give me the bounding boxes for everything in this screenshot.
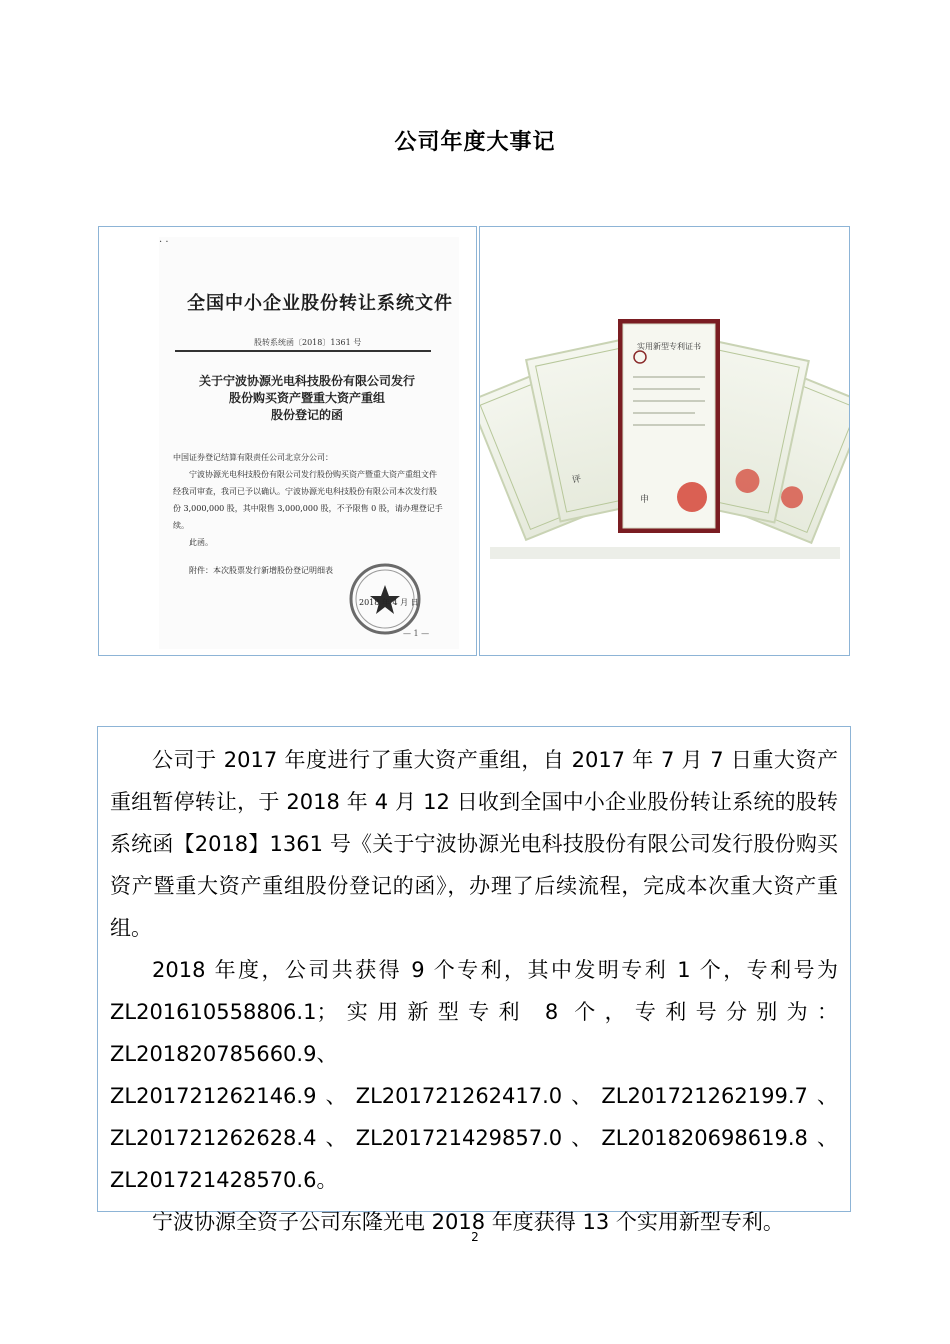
- paragraph-patents: 2018 年度，公司共获得 9 个专利，其中发明专利 1 个，专利号为 ZL201610558806.1；实用新型专利 8 个，专利号分别为：ZL201820785660.9、: [110, 958, 838, 1066]
- patent-number: ZL201721262417.0: [355, 1084, 563, 1108]
- certificate-seal: [677, 482, 707, 512]
- letter-attachment: 附件：本次股票发行新增股份登记明细表: [189, 566, 333, 575]
- certificate-front-title: 实用新型专利证书: [637, 342, 701, 351]
- certificate-front: [618, 319, 720, 533]
- patent-number: ZL201721262146.9: [110, 1084, 317, 1108]
- letter-date: 2018 年 4 月 日: [359, 598, 419, 607]
- separator: 、: [571, 1126, 593, 1150]
- separator: 、: [325, 1084, 347, 1108]
- letter-page-marker: — 1 —: [403, 629, 430, 638]
- letter-addressee: 中国证券登记结算有限责任公司北京分公司：: [173, 453, 333, 462]
- events-text-box: [97, 726, 851, 1234]
- official-letter-image: [98, 226, 477, 656]
- patent-row: [110, 1117, 838, 1159]
- patent-number-list: [110, 1075, 838, 1201]
- patent-number: ZL201721429857.0: [355, 1126, 563, 1150]
- letter-subject: [187, 373, 427, 424]
- letter-body: [173, 449, 443, 551]
- patent-certificates-image: [479, 226, 850, 656]
- letter-subject-line: 关于宁波协源光电科技股份有限公司发行: [198, 374, 415, 388]
- certificates-fan: [480, 227, 849, 655]
- paragraph-restructuring: 公司于 2017 年度进行了重大资产重组，自 2017 年 7 月 7 日重大资产重组暂停转让，于 2018 年 4 月 12 日收到全国中小企业股份转让系统的股转系统函【2018】1361 号《关于宁波协源光电科技股份有限公司发行股份购买资产暨重大资产重组股份登记的函》，办理了后续流程，完成本次重大资产重组。: [110, 748, 838, 940]
- letter-doc-number: 股转系统函〔2018〕1361 号: [254, 338, 362, 347]
- page-number: 2: [471, 1230, 479, 1244]
- patent-number: ZL201721262628.4: [110, 1126, 317, 1150]
- paragraph-subsidiary: 宁波协源全资子公司东隆光电 2018 年度获得 13 个实用新型专利。: [152, 1210, 784, 1234]
- patent-number-last: ZL201721428570.6。: [110, 1168, 338, 1192]
- separator: 、: [571, 1084, 593, 1108]
- svg-text:申: 申: [640, 494, 650, 504]
- letter-divider: [175, 350, 431, 352]
- separator: 、: [816, 1126, 838, 1150]
- letter-body-text: 宁波协源光电科技股份有限公司发行股份购买资产暨重大资产重组文件经我司审查，我司已予以确认。宁波协源光电科技股份有限公司本次发行股份 3,000,000 股，其中限售 3,000,000 股，不予限售 0 股，请办理登记手续。: [173, 470, 443, 530]
- letter-closing: 此函。: [189, 538, 213, 547]
- letter-header: 全国中小企业股份转让系统文件: [187, 293, 453, 314]
- letter-subject-line: 股份登记的函: [270, 408, 343, 422]
- patent-number: ZL201820698619.8: [601, 1126, 808, 1150]
- separator: 、: [325, 1126, 347, 1150]
- patent-number: ZL201721262199.7: [601, 1084, 808, 1108]
- letter-scan: [159, 237, 459, 649]
- patent-row: [110, 1075, 838, 1117]
- separator: 、: [816, 1084, 838, 1108]
- letter-subject-line: 股份购买资产暨重大资产重组: [228, 391, 385, 405]
- scan-specks: · ·: [159, 237, 169, 248]
- svg-text:评: 评: [571, 473, 582, 485]
- page-title: 公司年度大事记: [394, 130, 556, 155]
